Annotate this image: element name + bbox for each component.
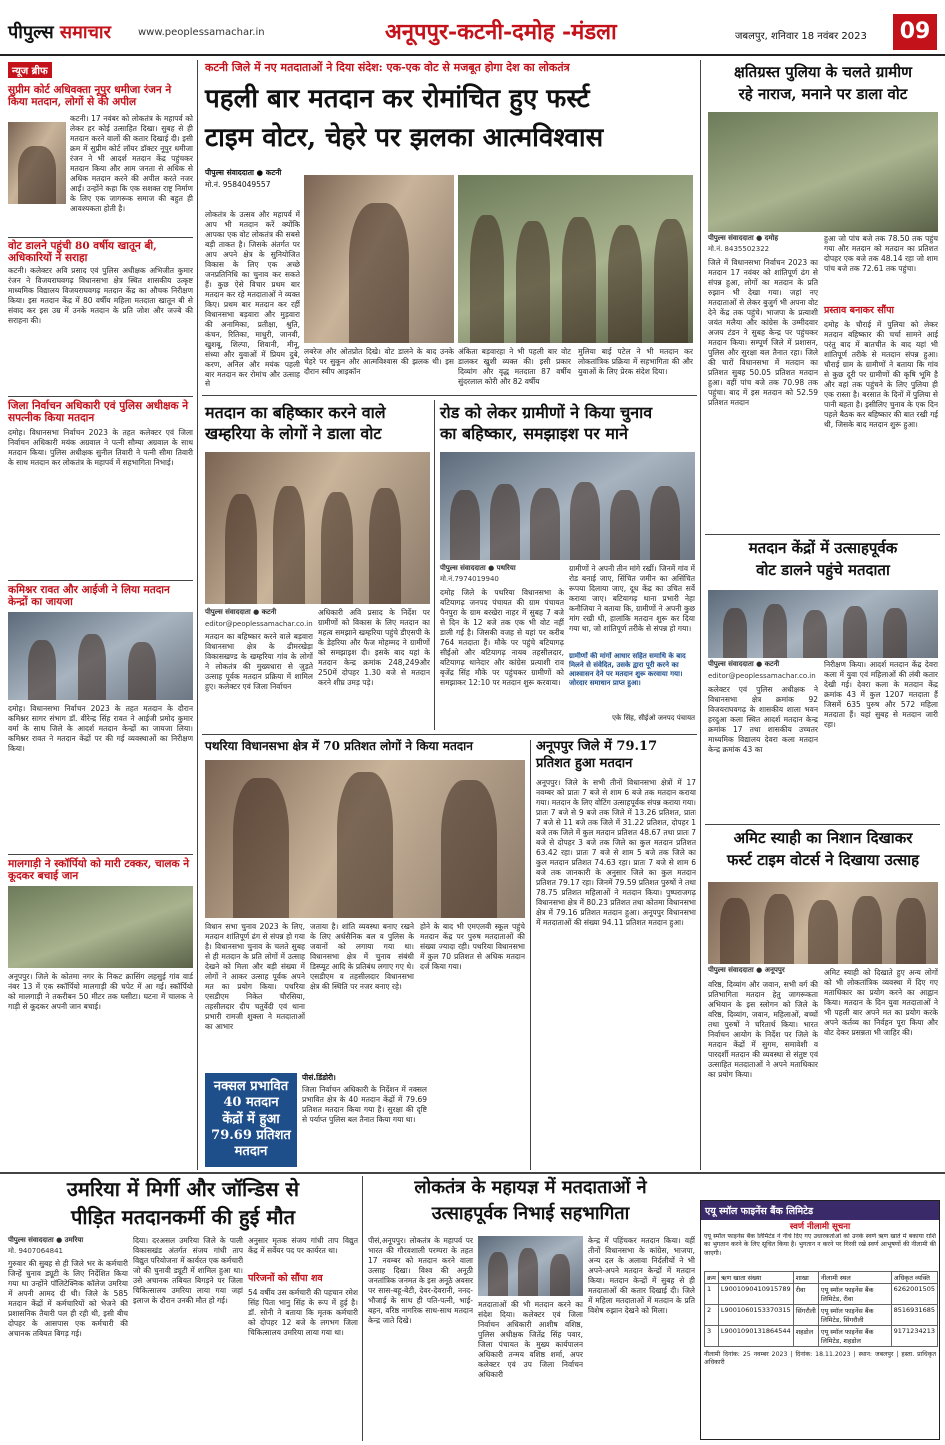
table-cell: रीवा [793,1284,818,1305]
col-header: अधिकृत व्यक्ति [891,1272,937,1284]
auction-notice [700,1200,940,1440]
polling-headline-1: मतदान केंद्रों में उत्साहपूर्वक [748,539,898,557]
table-cell: 1 [705,1284,719,1305]
lead-text-1: लोकतंत्र के उत्सव और महापर्व में आप भी मतदान करें क्योंकि आपका एक वोट लोकतंत्र की सबसे बड़ी ताकत है। जिसके अंतर्गत पर आप अपने क्षेत्र के सुनियोजित विकास के लिए एक अच्छे जनप्रतिनिधि का चुनाव कर सकते हैं। कुछ ऐसे विचार प्रथम बार मतदान कर रहे मतदाताओं ने व्यक्त किए। प्रथम बार मतदान कर रहीं विधानसभा बड़वारा और मुड़वारा की अनामिका, प्रतीक्षा, श्रुति, कंचन, रितिका, माधुरी, जानवी, खुशबू, शिल्पा, शिवानी, मीनू, संध्या और युवाओं में प्रियम दुबे, करण, अनिल और मयंक पहली बार मतदान कर रोमांच और उत्साह से [205,210,300,389]
naxal-byline: पीसं.डिंडोरी। [302,1073,336,1082]
polling-email[interactable]: editor@peoplessamachar.co.in [708,672,816,680]
umaria-mobile: मो. 9407064841 [8,1247,63,1255]
table-row [705,1305,938,1326]
brief-3-text: दमोह। विधानसभा निर्वाचन 2023 के तहत कलेक्टर एवं जिला निर्वाचन अधिकारी मयंक अग्रवाल ने पत्नी सौम्या अग्रवाल के साथ मतदान किया। पुलिस अधीक्षक सुनील तिवारी ने पत्नी सीमा तिवारी के साथ मतदान कर लोकतंत्र के महापर्व में सहभागिता निभाई। [8,428,193,467]
table-cell: 3 [705,1326,719,1347]
democracy-text-1: पीसं,अनूपपुर। लोकतंत्र के महापर्व पर भारत की गौरवशाली परम्परा के तहत 17 नवम्बर को मतदान करने वाला उत्साह दिखा। विश्व की अनूठी जनतांत्रिक जनमत के इस अनूठे अवसर पर सास-बहू-बेटी, देवर-देवरानी, ननद-भौजाई के साथ ही पति-पत्नी, भाई-बहन, वरिष्ठ नागरिक साथ-साथ मतदान केन्द्र जाते दिखे। [368,1236,473,1325]
brief-2-headline: वोट डालने पहुंची 80 वर्षीय खातून बी, अधिकारियों ने सराहा [8,240,157,265]
table-cell: एयू स्मॉल फाइनेंस बैंक लिमिटेड, रीवा [818,1284,891,1305]
democracy-photo [478,1236,583,1296]
culvert-headline-2: रहे नाराज, मनाने पर डाला वोट [738,85,908,103]
notice-footer: नीलामी दिनांक: 25 नवम्बर 2023 | दिनांक: 18.11.2023 | स्थान: जबलपुर | हस्ता. प्राधिकृत अधिकारी [704,1351,936,1367]
table-row [705,1284,938,1305]
umaria-text-3: अनुसार मृतक संजय गांधी ताप विद्युत केंद्र में सर्वेयर पद पर कार्यरत था। [248,1236,358,1255]
umaria-byline: पीपुल्स संवाददाता ● उमरिया [8,1236,84,1244]
brief-5-headline: मालगाड़ी ने स्कॉर्पियो को मारी टक्कर, चालक ने कूदकर बचाई जान [8,858,190,883]
boycott-headline-1: मतदान का बहिष्कार करने वाले [205,403,386,422]
patharia-photo [205,760,525,918]
culvert-sub-text: दमोह के चौराई में पुलिया को लेकर मतदान बहिष्कार की चर्चा सामने आई परंतु बाद में बातचीत के बाद यहां भी शांतिपूर्ण तरीके से मतदान संपन्न हुआ। चौराई ग्राम के ग्रामीणों ने बताया कि गांव से कुछ दूरी पर ग्रामीणों की कृषि भूमि है और वहां तक पहुंचने के लिए पुलिया ही एक रास्ता है। बरसात के दिनों में पुलिया से पानी बहता है। इसीलिए चुनाव के एक दिन पहले बैठक कर बहिष्कार की बात रखी गई थी, जिसके बाद मतदान शुरू हुआ। [824,320,938,429]
col-header: नीलामी स्थल [818,1272,891,1284]
anuppur-text: अनूपपुर। जिले के सभी तीनों विधानसभा क्षेत्रों में 17 नवम्बर को प्रातः 7 बजे से शाम 6 बजे तक मतदान कराया गया। मतदान के लिए वोटिंग उत्साहपूर्वक संपन्न कराया गया। प्रातः 7 बजे से 9 बजे तक जिले में 13.26 प्रतिशत, प्रातः 7 बजे से 11 बजे तक जिले में 31.22 प्रतिशत, दोपहर 1 बजे तक जिले में कुल मतदान प्रतिशत 48.67 तथा प्रातः 7 बजे से दोपहर 3 बजे तक जिले का कुल मतदान प्रतिशत 63.42 रहा। प्रातः 7 बजे से शाम 5 बजे तक जिले का कुल मतदान प्रतिशत 74.63 रहा। प्रातः 7 बजे से शाम 6 बजे तक जानकारी के अनुसार जिले का कुल मतदान प्रतिशत 79.17 रहा। जिनमें 79.59 प्रतिशत पुरुषों ने तथा 78.75 प्रतिशत महिलाओं ने मतदान किया। पुष्पराजगढ़ विधानसभा क्षेत्र में 80.23 प्रतिशत तथा कोतमा विधानसभा क्षेत्र में 79.16 प्रतिशत मतदान हुआ। अनूपपुर विधानसभा में मतदाताओं की संख्या 94.11 प्रतिशत मतदान हुआ। [536,778,696,927]
lead-headline-2: टाइम वोटर, चेहरे पर झलका आत्मविश्वास [205,123,604,153]
brief-5-photo [8,886,193,968]
road-mobile: मो.नं.7974019940 [440,575,499,583]
brief-1-photo [8,122,66,204]
lead-byline: पीपुल्स संवाददाता ● कटनी [205,168,282,177]
culvert-byline: पीपुल्स संवाददाता ● दमोह [708,234,779,242]
patharia-text-1: विधान सभा चुनाव 2023 के लिए, मतदान शांतिपूर्ण ढंग से संपन्न हो गया है। विधानसभा चुनाव के चलते सुबह से ही मतदान के प्रति लोगों में उत्साह देखने को मिला और बड़ी संख्या में लोगों ने आकर उत्साह पूर्वक अपने मत का प्रयोग किया। पथरिया एसडीएम निकेत चौरसिया, तहसीलदार दीप चतुर्वेदी एवं थाना प्रभारी रामजी शुक्ला ने मतदाताओं का आभार [205,922,305,1031]
umaria-text-2: दिया। दरअसल उमरिया जिले के पाली विकासखंड अंतर्गत संजय गांधी ताप विद्युत परियोजना में कार्यरत एक कर्मचारी जो की चुनावी ड्यूटी में शामिल हुआ था। उसे अचानक तबियत बिगड़ने पर जिला चिकित्सालय उमरिया लाया गया जहां इलाज के दौरान उनकी मौत हो गई। [133,1236,243,1305]
culvert-text-2: हुआ जो पांच बजे तक 78.50 तक पहुंच गया और मतदान को मतदान का प्रतिशत दोपहर एक बजे तक 48.14 रहा जो शाम पांच बजे तक 72.61 तक पहुंचा। [824,234,938,273]
amit-text-1: वरिष्ठ, दिव्यांग और जवान, सभी वर्ग की प्रतिभागिता मतदान हेतु जागरूकता अभियान के इस स्लोगन को जिले के वरिष्ठ, दिव्यांग, जवान, महिलाओं, बच्चों तथा पुरुषों ने चरितार्थ किया। भारत निर्वाचन आयोग के निर्देश पर जिले के मतदान केंद्रों में सुगम, समावेशी व पारदर्शी मतदान की व्यवस्था से संतुष्ट एवं उत्साहित मतदाताओं ने अपने मताधिकार का प्रयोग किया। [708,980,818,1079]
road-headline-1: रोड को लेकर ग्रामीणों ने किया चुनाव [440,403,653,422]
lead-headline-1: पहली बार मतदान कर रोमांचित हुए फर्स्ट [205,84,590,114]
culvert-text-1: जिले में विधानसभा निर्वाचन 2023 का मतदान 17 नवंबर को शांतिपूर्ण ढंग से संपन्न हुआ, लोगों का मतदान के प्रति रुझान भी देखा गया। जहां नए मतदाताओं से लेकर बुजुर्ग भी अपना वोट देने केंद्र तक पहुंचे। भाजपा के प्रत्याशी जयंत मलैया और कांग्रेस के उम्मीदवार अजय टंडन ने सुबह केन्द्र पर पहुंचकर मतदान किया। सम्पूर्ण जिले में प्रशासन, पुलिस और सुरक्षा बल तैनात रहा। जिले की चारों विधानसभा में मतदान का प्रतिशत सुबह 50.05 प्रतिशत मतदान हुआ। वहीं पांच बजे तक 70.98 तक पहुंचा। बाद में इस मतदान को 52.59 प्रतिशत मतदान [708,258,818,407]
brief-5-text: अनूपपुर। जिले के कोतमा नगर के निकट क्रासिंग लहसुई गांव वार्ड नंबर 13 में एक स्कॉर्पियो मालगाड़ी की चपेट में आ गई। स्कॉर्पियो को मालगाड़ी ने तकरीबन 50 मीटर तक घसीटा। घटना में चालक ने गाड़ी से कूदकर अपनी जान बचाई। [8,972,193,1011]
polling-caption: पीपुल्स संवाददाता ● कटनी [708,660,780,668]
lead-text-4: मुलिया बाई पटेल ने भी मतदान कर लोकतांत्रिक प्रक्रिया में सहभागिता की और युवाओं के लिए प्रेरक संदेश दिया। [578,347,693,376]
brief-4-text: दमोह। विधानसभा निर्वाचन 2023 के तहत मतदान के दौरान कमिश्नर सागर संभाग डॉ. वीरेन्द्र सिंह रावत ने आईजी प्रमोद कुमार वर्मा के साथ जिले के आदर्श मतदान केन्द्रों का जायजा लिया। कमिश्नर रावत ने मतदान केंद्रों पर की गई व्यवस्थाओं का निरीक्षण किया। [8,704,193,753]
patharia-text-2: जताया है। शांति व्यवस्था बनाए रखने के लिए अर्धसैनिक बल व पुलिस के जवानों को लगाया गया था। विधानसभा क्षेत्र में चुनाव संबंधी डिस्प्यूट आदि के प्रतिबंध लगाए गए थे। एसडीएम व तहसीलदार विधानसभा क्षेत्र की स्थिति पर नजर बनाए रहे। [310,922,414,991]
table-cell: शहडोल [793,1326,818,1347]
culvert-headline-1: क्षतिग्रस्त पुलिया के चलते ग्रामीण [734,63,912,81]
dateline: जबलपुर, शनिवार 18 नवंबर 2023 [735,31,867,42]
anuppur-headline-1: अनूपपुर जिले में 79.17 [536,739,658,754]
umaria-headline-1: उमरिया में मिर्गी और जॉन्डिस से [66,1177,300,1201]
anuppur-headline-2: प्रतिशत हुआ मतदान [536,756,633,771]
table-cell: सिंगरौली [793,1305,818,1326]
section-title: अनूपपुर-कटनी-दमोह -मंडला [385,19,617,45]
brief-3-headline: जिला निर्वाचन अधिकारी एवं पुलिस अधीक्षक ने सपत्नीक किया मतदान [8,400,189,425]
amit-text-2: अमिट स्याही को दिखाते हुए अन्य लोगों को भी लोकतांत्रिक व्यवस्था में दिए गए मताधिकार का प्रयोग करने का आह्वान किया। मतदान के दिन युवा मतदाताओं ने भी पहली बार अपने मत का प्रयोग करके अपने कर्तव्य का निर्वहन पूरा किया और वोट देकर प्रसन्नता भी जाहिर की। [824,968,938,1037]
boycott-text-2: अधिकारी अवि प्रसाद के निर्देश पर ग्रामीणों को विकास के लिए मतदान का महत्व समझाने खम्हरिया पहुंचे डीएसपी के के डेहरिया और फैज मोहम्मद ने ग्रामीणों को समझाइश दी। इसके बाद यहां के मतदान केन्द्र क्रमांक 248,249और 250में दोपहर 1.30 बजे से मतदान करने शीघ्र उमड़ पड़े। [318,608,430,687]
newspaper-logo: पीपुल्स समाचार [8,22,111,43]
umaria-headline-2: पीड़ित मतदानकर्मी की हुई मौत [71,1205,295,1229]
road-photo [440,452,695,560]
col-header: क्रम [705,1272,719,1284]
democracy-headline-1: लोकतंत्र के महायज्ञ में मतदाताओं ने [414,1177,647,1198]
notice-subtitle: स्वर्ण नीलामी सूचना [789,1222,851,1232]
umaria-sub-text: 54 वर्षीय उस कर्मचारी की पहचान रमेश सिंह पिता भानु सिंह के रूप में हुई है। डॉ. सोनी ने बताया कि मृतक कर्मचारी को दोपहर 12 बजे के लगभग जिला चिकित्सालय उमरिया लाया गया था। [248,1288,358,1337]
brief-2-text: कटनी। कलेक्टर अवि प्रसाद एवं पुलिस अधीक्षक अभिजीत कुमार रंजन ने विजयराघवगढ़ विधानसभा क्षेत्र स्थित शासकीय उत्कृष्ट माध्यमिक विद्यालय विजयराघवगढ़ मतदान केंद्र का औचक निरीक्षण किया। इस मतदान केंद्र में 80 वर्षीय महिला मतदाता खातून बी से संवाद कर इस उम्र में उनके मतदान के प्रति जोश और जज्बे की सराहना की। [8,266,193,325]
brief-4-headline: कमिश्नर रावत और आईजी ने लिया मतदान केन्द्रों का जायजा [8,584,170,609]
patharia-headline: पथरिया विधानसभा क्षेत्र में 70 प्रतिशत लोगों ने किया मतदान [205,739,473,753]
road-text-2: ग्रामीणों ने अपनी तीन मांगे रखीं। जिनमें गांव में रोड बनाई जाए, सिंचित जमीन का असिंचित रूपया दिलाया जाए, दूध केंद्र का उचित सर्वे कराया जाए। बटियागढ़ थाना प्रभारी नेहा कनौजिया ने बताया कि, ग्रामीणों ने अपनी कुछ मांग रखी थी, हालांकि मतदान शुरू कर दिया गया था, जो शांतिपूर्ण तरीके से संपन्न हो गया। [569,564,695,633]
polling-headline-2: वोट डालने पहुंचे मतदाता [756,561,890,579]
table-cell: 2 [705,1305,719,1326]
democracy-text-2: मतदाताओं की भी मतदान करने का संदेश दिया। कलेक्टर एवं जिला निर्वाचन अधिकारी आशीष वशिष्ठ, पुलिस अधीक्षक जितेंद्र सिंह पवार, जिला पंचायत के मुख्य कार्यपालन अधिकारी तन्मय वशिष्ठ शर्मा, अपर कलेक्टर एवं उप जिला निर्वाचन अधिकारी [478,1300,583,1379]
table-cell: 6262001505 [891,1284,937,1305]
masthead [0,0,945,56]
notice-company: एयू स्मॉल फाइनेंस बैंक लिमिटेड [701,1201,939,1220]
culvert-mobile: मो.नं. 8435502322 [708,245,770,253]
amit-photo [708,882,938,964]
page-number: 09 [893,14,937,50]
notice-table [704,1271,938,1347]
table-cell: L9001090131864544 [718,1326,793,1347]
lead-kicker: कटनी जिले में नए मतदाताओं ने दिया संदेश: एक-एक वोट से मजबूत होगा देश का लोकतंत्र [205,61,570,74]
culvert-photo [708,112,938,232]
road-quote: ग्रामीणों की मांगों आधार सहित समाधि के बाद मिलने से संवेदित, उसके द्वारा पूरी करने का आश्वासन देने पर मतदान शुरू करवाया गया। जोरदार समाधान प्राप्त हुआ। [569,652,686,688]
boycott-caption: पीपुल्स संवाददाता ● कटनी [205,608,277,616]
umaria-sub-headline: परिजनों को सौंपा शव [248,1273,323,1284]
democracy-headline-2: उत्साहपूर्वक निभाई सहभागिता [431,1203,630,1224]
lead-mobile: मो.नं. 9584049557 [205,180,271,189]
table-row [705,1326,938,1347]
boycott-text-1: मतदान का बहिष्कार करने वाले बड़वारा विधानसभा क्षेत्र के ढीमरखेड़ा विकासखण्ड के खम्हरिया गांव के लोगों ने लोकतंत्र की मुख्यधारा से जुड़ते उत्साह पूर्वक मतदान प्रक्रिया में शामिल हुए। कलेक्टर एवं जिला निर्वाचन [205,632,313,691]
col-header: शाखा [793,1272,818,1284]
website-url[interactable]: www.peoplessamachar.in [138,27,265,38]
amit-headline-1: अमिट स्याही का निशान दिखाकर [733,829,913,847]
table-cell: एयू स्मॉल फाइनेंस बैंक लिमिटेड, सिंगरौली [818,1305,891,1326]
polling-text-2: निरीक्षण किया। आदर्श मतदान केंद्र देवरा कला में युवा एवं महिलाओं की लंबी कतार देखी गई। देवरा कला के मतदान केंद्र क्रमांक 43 में कुल 1207 मतदाता हैं जिसमें 635 पुरुष और 572 महिला मतदाता हैं। यहां सुबह से मतदान जारी रहा। [824,660,938,729]
patharia-text-3: होने के बाद भी एमएलवी स्कूल पहुंचे मतदान केंद्र पर पुरुष मतदाताओं की संख्या ज्यादा रही। पथरिया विधानसभा में कुल 70 प्रतिशत से अधिक मतदान दर्ज किया गया। [420,922,525,971]
boycott-headline-2: खम्हरिया के लोगों ने डाला वोट [205,424,382,443]
umaria-text-1: गुरुवार की सुबह से ही जिले भर के कर्मचारी जिन्हें चुनाव ड्यूटी के लिए निर्देशित किया गया था उन्होंने पॉलिटेक्निक कॉलेज उमरिया में अपनी आमद दी थी। जिले के 585 मतदान केंद्रों में कर्मचारियों को भेजने की प्रशासनिक तैयारी पल ही रही थी, इसी बीच दोपहर के आसपास एक कर्मचारी की अचानक तबियत बिगड़ गई। [8,1259,128,1338]
road-text-1: दमोह जिले के पथरिया विधानसभा के बटियागढ़ जनपद पंचायत की ग्राम पंचायत पैनपुरा के ग्राम बरखेरा नाहर में सुबह 7 बजे से दिन के 12 बजे तक एक भी वोट नहीं डाली गई है। जिसकी वजह से यहां पर करीब 764 मतदाता हैं। मौके पर पहुंचे बटियागढ़ सीईओ और बटियागढ़ नायब तहसीलदार, बटियागढ़ थानेदार और कांग्रेस प्रत्याशी राव बृजेंद्र सिंह मौके पर पहुंचकर ग्रामीणों को समझाकर 12:10 पर मतदान शुरू करवाया। [440,588,564,687]
boycott-photo [205,452,430,604]
lead-photo-1 [304,175,454,343]
naxal-text: जिला निर्वाचन अधिकारी के निर्देशन में नक्सल प्रभावित क्षेत्र के 40 मतदान केंद्रों में 79.69 प्रतिशत मतदान किया गया है। सुरक्षा की दृष्टि से पर्याप्त पुलिस बल तैनात किया गया था। [302,1085,427,1124]
road-byline: पीपुल्स संवाददाता ● पथरिया [440,564,516,572]
brief-4-photo [8,612,193,700]
polling-text-1: कलेक्टर एवं पुलिस अधीक्षक ने विधानसभा क्षेत्र क्रमांक 92 विजयराघवगढ़ के शासकीय शाला भवन हरदुआ कला स्थित आदर्श मतदान केन्द्र क्रमांक 17 तथा शासकीय उच्चतर माध्यमिक विद्यालय देवरा कला मतदान केन्द्र क्रमांक 43 का [708,685,818,754]
amit-caption: पीपुल्स संवाददाता ● अनूपपुर [708,966,785,974]
naxal-box: नक्सल प्रभावित 40 मतदान केंद्रों में हुआ 79.69 प्रतिशत मतदान [205,1073,297,1167]
brief-1-text: कटनी। 17 नवंबर को लोकतंत्र के महापर्व को लेकर हर कोई उत्साहित दिखा। सुबह से ही मतदान करने वालों की कतार दिखाई दी। इसी क्रम में सुप्रीम कोर्ट लॉयर डॉक्टर नूपुर धमीजा रंजन ने भी आदर्श मतदान केंद्र पहुंचकर मतदान किया और आम जनता से अधिक से अधिक मतदान करने की अपील करते नजर आईं। उन्होंने कहा कि एक सशक्त राष्ट्र निर्माण के लिए एक जागरूक समाज की बहुत ही आवश्यकता होती है। [70,114,193,213]
table-cell: 8516931685 [891,1305,937,1326]
boycott-email[interactable]: editor@peoplessamachar.co.in [205,620,313,628]
col-header: ऋण खाता संख्या [718,1272,793,1284]
democracy-text-3: केन्द्र में पहिंचकर मतदान किया। वहीं तीनों विधानसभा के कांग्रेस, भाजपा, अन्य दल के अलावा निर्दलीयों ने भी अपने-अपने मतदान केन्द्रों में मतदान किया। मतदान केन्द्रों में सुबह से ही मतदाताओं की कतार दिखाई दी। जिले में महिला मतदाताओं में मतदान के प्रति विशेष रुझान देखने को मिला। [588,1236,695,1315]
polling-photo [708,590,938,658]
brief-1-headline: सुप्रीम कोर्ट अधिवक्ता नूपुर धमीजा रंजन ने किया मतदान, लोगों से की अपील [8,84,172,109]
lead-text-3: अंकिता बड़वारहा ने भी पहली बार वोट डालकर खुशी व्यक्त की। इसी प्रकार दिव्यांग और वृद्ध मतदाता 87 वर्षीय सुंदरलाल कोरी और 82 वर्षीय [458,347,571,386]
notice-table-header [705,1272,938,1284]
table-cell: L9001090410915789 [718,1284,793,1305]
amit-headline-2: फर्स्ट टाइम वोटर्स ने दिखाया उत्साह [726,851,920,869]
road-quote-attrib: एके सिंह, सीईओ जनपद पंचायत [612,714,695,722]
lead-text-2: लबरेज और ओतप्रोत दिखे। वोट डालने के बाद उनके चेहरे पर सुकून और आत्मविश्वास की झलक थी। इस दौरान स्वीप आइकॉन [304,347,454,376]
news-brief-label: न्यूज ब्रीफ [8,62,52,78]
lead-photo-2 [458,175,693,343]
table-cell: 9171234213 [891,1326,937,1347]
road-headline-2: का बहिष्कार, समझाइश पर माने [440,424,628,443]
notice-intro: एयू स्मॉल फाइनेंस बैंक लिमिटेड ने नीचे दिए गए उधारकर्ताओं को उनके स्वर्ण ऋण खाते में बकाया राशि का भुगतान करने के लिए सूचित किया है। भुगतान न करने पर गिरवी रखे स्वर्ण आभूषणों की नीलामी की जाएगी। [704,1233,936,1257]
culvert-sub-headline: प्रस्ताव बनाकर सौंपा [824,305,894,316]
table-cell: एयू स्मॉल फाइनेंस बैंक लिमिटेड, शहडोल [818,1326,891,1347]
table-cell: L9001060153370315 [718,1305,793,1326]
